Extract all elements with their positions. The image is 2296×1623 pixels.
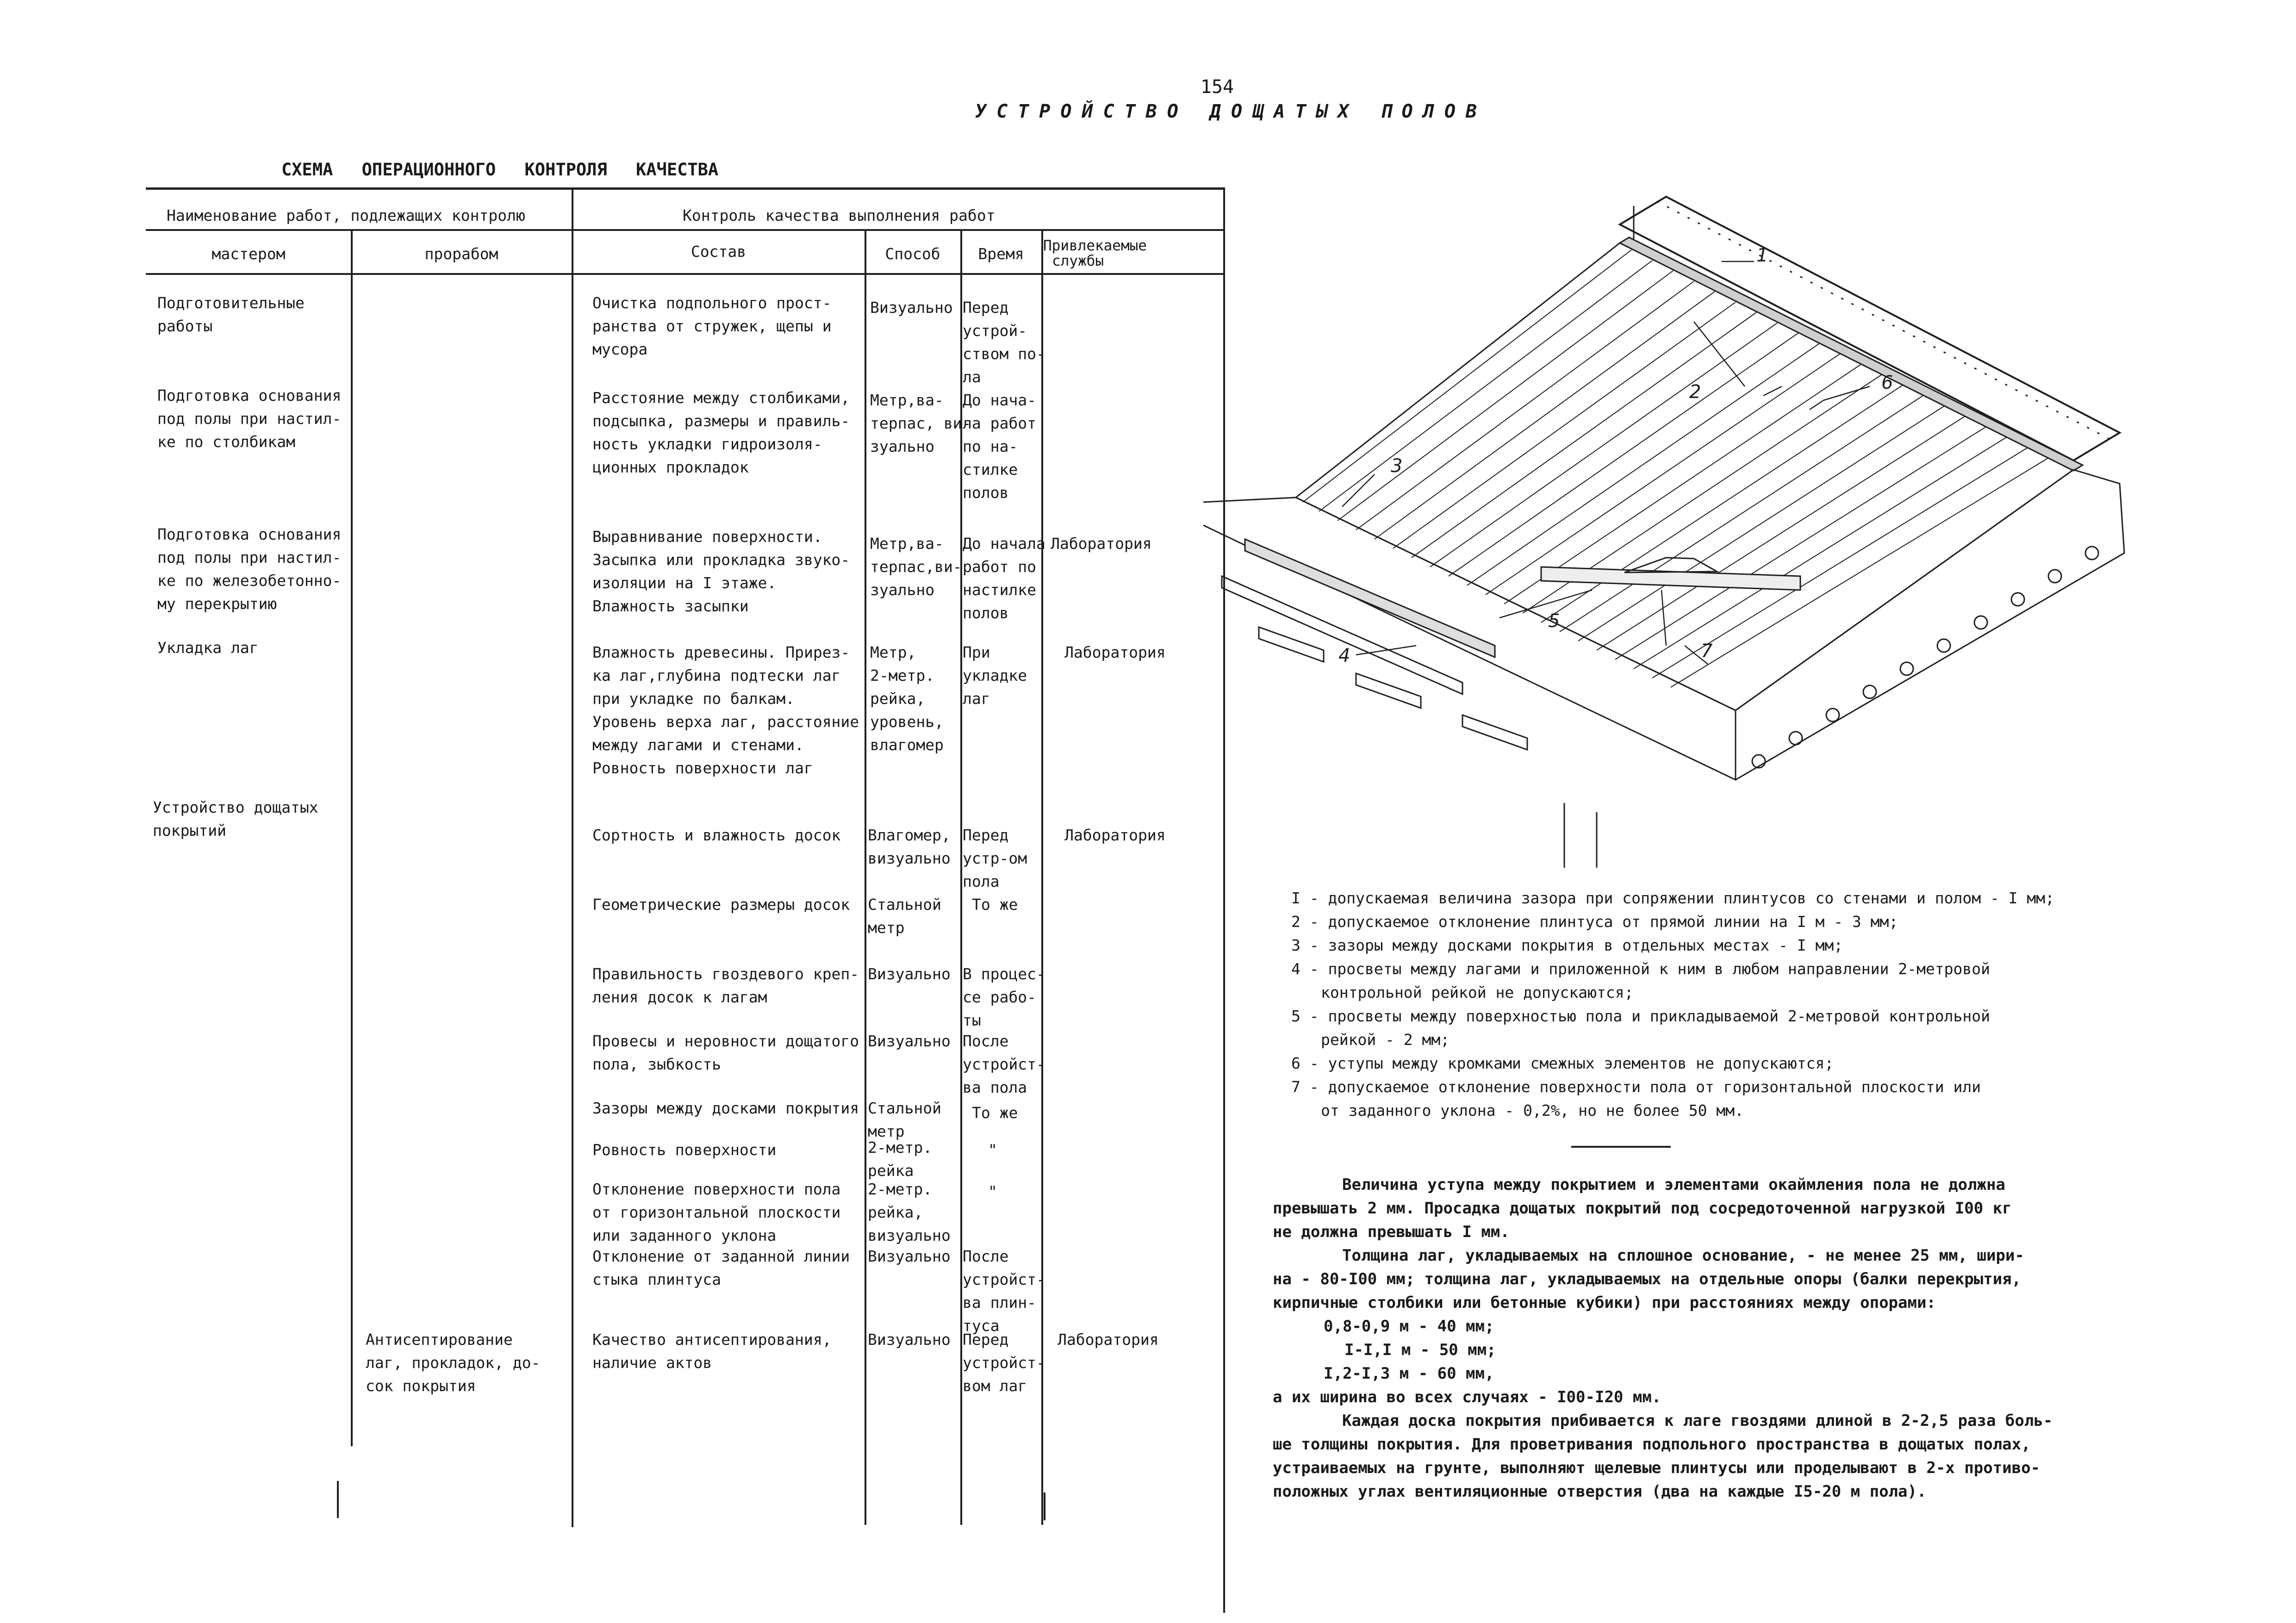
- cell-vremya: Перед устрой- ством по- ла: [963, 298, 1045, 386]
- cell-prorab: Антисептирование лаг, прокладок, до- сок покрытия: [366, 1331, 541, 1395]
- cell-sostav: Выравнивание поверхности. Засыпка или прокладка звуко- изоляции на I этаже. Влажность засыпки: [592, 528, 850, 615]
- table-top-rule: [146, 187, 1224, 190]
- cell-sluzhby: Лаборатория: [1064, 826, 1166, 844]
- cell-sposob: Метр, 2-метр. рейка, уровень, влагомер: [870, 643, 944, 754]
- cell-sposob: Визуально: [868, 1247, 951, 1265]
- cell-vremya: После устройст- ва плин- туса: [963, 1247, 1045, 1335]
- stub-mark-left: [337, 1481, 339, 1518]
- cell-sostav: Провесы и неровности дощатого пола, зыбкость: [592, 1032, 859, 1073]
- callout-label-6: 6: [1881, 372, 1893, 393]
- col-divider-sostav: [572, 190, 573, 1527]
- cell-vremya: ": [988, 1141, 997, 1159]
- page-number: 154: [1200, 76, 1234, 98]
- notes-paragraph: Каждая доска покрытия прибивается к лаге гвоздями длиной в 2-2,5 раза боль- ше толщины покрытия. Для проветривания подпольного пространства в дощатых полах, устраиваемых на грунте, выполняют щелевые плинтусы или проделывают в 2-х противо- положных углах вентиляционные отверстия (два на каждые I5-20 м пола).: [1273, 1412, 2053, 1501]
- cell-sostav: Сортность и влажность досок: [592, 826, 841, 844]
- cell-vremya: После устройст- ва пола: [963, 1032, 1045, 1096]
- legend-item: 5 - просветы между поверхностью пола и прикладываемой 2-метровой контрольной рейкой - 2 мм;: [1291, 1007, 1990, 1049]
- cell-sluzhby: Лаборатория: [1051, 535, 1152, 553]
- cell-vremya: То же: [972, 895, 1018, 914]
- cell-vremya: Перед устройст- вом лаг: [963, 1331, 1045, 1395]
- section-divider: [1571, 1146, 1671, 1148]
- header-sostav: Состав: [691, 243, 747, 261]
- control-rail: [1541, 558, 1800, 590]
- cell-sposob: Визуально: [870, 298, 953, 317]
- slab-edge: [1203, 470, 2124, 868]
- scheme-title: СХЕМА ОПЕРАЦИОННОГО КОНТРОЛЯ КАЧЕСТВА: [281, 160, 719, 180]
- legend-item: 7 - допускаемое отклонение поверхности пола от горизонтальной плоскости или от заданного уклона - 0,2%, но не более 50 мм.: [1291, 1078, 1981, 1119]
- cell-sposob: Влагомер, визуально: [868, 826, 951, 867]
- header-master: мастером: [212, 245, 286, 263]
- header-works-subject-to-control: Наименование работ, подлежащих контролю: [167, 206, 525, 224]
- callout-label-4: 4: [1338, 645, 1350, 666]
- cell-sluzhby: Лаборатория: [1064, 643, 1166, 661]
- header-rule-2: [146, 273, 1224, 275]
- cell-vremya: Перед устр-ом пола: [963, 826, 1027, 890]
- cell-sostav: Отклонение от заданной линии стыка плинтуса: [592, 1247, 850, 1288]
- callout-label-1: 1: [1756, 245, 1768, 266]
- col-divider-sposob: [865, 229, 866, 1525]
- cell-sposob: Визуально: [868, 965, 951, 983]
- header-sluzhby: Привлекаемые службы: [1043, 237, 1147, 269]
- callout-label-7: 7: [1701, 640, 1713, 662]
- notes-list-item: I-I,I м - 50 мм;: [1344, 1341, 1496, 1359]
- cell-sostav: Геометрические размеры досок: [592, 895, 850, 914]
- notes-list-item: 0,8-0,9 м - 40 мм;: [1324, 1317, 1494, 1336]
- cell-sostav: Ровность поверхности: [592, 1141, 777, 1159]
- cell-vremya: До начала работ по настилке полов: [963, 535, 1045, 622]
- header-vremya: Время: [978, 245, 1024, 263]
- notes-list-item: I,2-I,3 м - 60 мм,: [1324, 1364, 1494, 1383]
- header-sposob: Способ: [885, 245, 940, 263]
- cell-vremya: То же: [972, 1104, 1018, 1122]
- header-rule-1: [146, 229, 1224, 231]
- legend-item: 3 - зазоры между досками покрытия в отдельных местах - I мм;: [1291, 936, 1843, 954]
- notes-paragraph: Толщина лаг, укладываемых на сплошное основание, - не менее 25 мм, шири- на - 80-I00 мм; толщина лаг, укладываемых на отдельные опоры (балки перекрытия, кирпичные столбики или бетонные кубики) при расстояниях между опорами:: [1273, 1246, 2024, 1312]
- cell-sluzhby: Лаборатория: [1058, 1331, 1159, 1349]
- legend-item: 2 - допускаемое отклонение плинтуса от прямой линии на I м - 3 мм;: [1291, 913, 1898, 931]
- cell-vremya: В процес- се рабо- ты: [963, 965, 1045, 1029]
- cell-sostav: Расстояние между столбиками, подсыпка, размеры и правиль- ность укладки гидроизоля- ционных прокладок: [592, 389, 850, 476]
- notes-paragraph: а их ширина во всех случаях - I00-I20 мм.: [1273, 1388, 1661, 1406]
- notes-text: [1273, 1173, 2087, 1504]
- cell-sposob: 2-метр. рейка, визуально: [868, 1180, 951, 1244]
- cell-sposob: Метр,ва- терпас, ви- зуально: [870, 391, 971, 455]
- cell-sostav: Правильность гвоздевого креп- ления досок к лагам: [592, 965, 859, 1006]
- notes-paragraph: Величина уступа между покрытием и элементами окаймления пола не должна превышать 2 мм. Просадка дощатых покрытий под сосредоточенной нагрузкой I00 кг не должна превышать I мм.: [1273, 1175, 2012, 1241]
- cell-sostav: Очистка подпольного прост- ранства от стружек, щепы и мусора: [592, 294, 832, 358]
- joists: [1222, 539, 1527, 750]
- cell-master: Подготовка основания под полы при настил- ке по столбикам: [157, 386, 342, 451]
- legend-item: 4 - просветы между лагами и приложенной к ним в любом направлении 2-метровой контрольной рейкой не допускаются;: [1291, 960, 1990, 1001]
- legend-item: I - допускаемая величина зазора при сопряжении плинтусов со стенами и полом - I мм;: [1291, 889, 2055, 907]
- plank-floor-isometric-drawing: [1203, 183, 2152, 877]
- tolerances-legend: [1291, 886, 2272, 1122]
- cell-vremya: ": [988, 1182, 997, 1200]
- cell-sposob: 2-метр. рейка: [868, 1138, 933, 1180]
- cell-sposob: Визуально: [868, 1331, 951, 1349]
- cell-master: Укладка лаг: [157, 639, 259, 657]
- cell-vremya: При укладке лаг: [963, 643, 1027, 708]
- cell-sostav: Отклонение поверхности пола от горизонтальной плоскости или заданного уклона: [592, 1180, 841, 1244]
- col-divider-prorab: [351, 229, 353, 1446]
- cell-vremya: До нача- ла работ по на- стилке полов: [963, 391, 1036, 502]
- cell-sostav: Качество антисептирования, наличие актов: [592, 1331, 832, 1372]
- callout-label-5: 5: [1548, 610, 1560, 632]
- baseboard: [1620, 237, 2083, 471]
- cell-master: Устройство дощатых покрытий: [153, 798, 318, 839]
- header-prorab: прорабом: [424, 245, 498, 263]
- cell-sposob: Метр,ва- терпас,ви- зуально: [870, 535, 962, 599]
- cell-sposob: Стальной метр: [868, 895, 941, 937]
- cell-sostav: Зазоры между досками покрытия: [592, 1099, 859, 1117]
- cell-sostav: Влажность древесины. Прирез- ка лаг,глубина подтески лаг при укладке по балкам. Уровень верха лаг, расстояние между лагами и стенами. Ровность поверхности лаг: [592, 643, 859, 777]
- cell-master: Подготовка основания под полы при настил- ке по железобетонно- му перекрытию: [157, 525, 342, 613]
- cell-master: Подготовительные работы: [157, 294, 305, 335]
- header-quality-control: Контроль качества выполнения работ: [683, 206, 996, 224]
- legend-item: 6 - уступы между кромками смежных элементов не допускаются;: [1291, 1054, 1834, 1072]
- callout-label-3: 3: [1391, 455, 1403, 477]
- cell-sposob: Визуально: [868, 1032, 951, 1050]
- page-title: УСТРОЙСТВО ДОЩАТЫХ ПОЛОВ: [975, 101, 1487, 122]
- stub-mark-right: [1044, 1492, 1045, 1520]
- callout-label-2: 2: [1689, 381, 1701, 403]
- wall-outline: [1620, 197, 2120, 460]
- cell-sposob: Стальной метр: [868, 1099, 941, 1140]
